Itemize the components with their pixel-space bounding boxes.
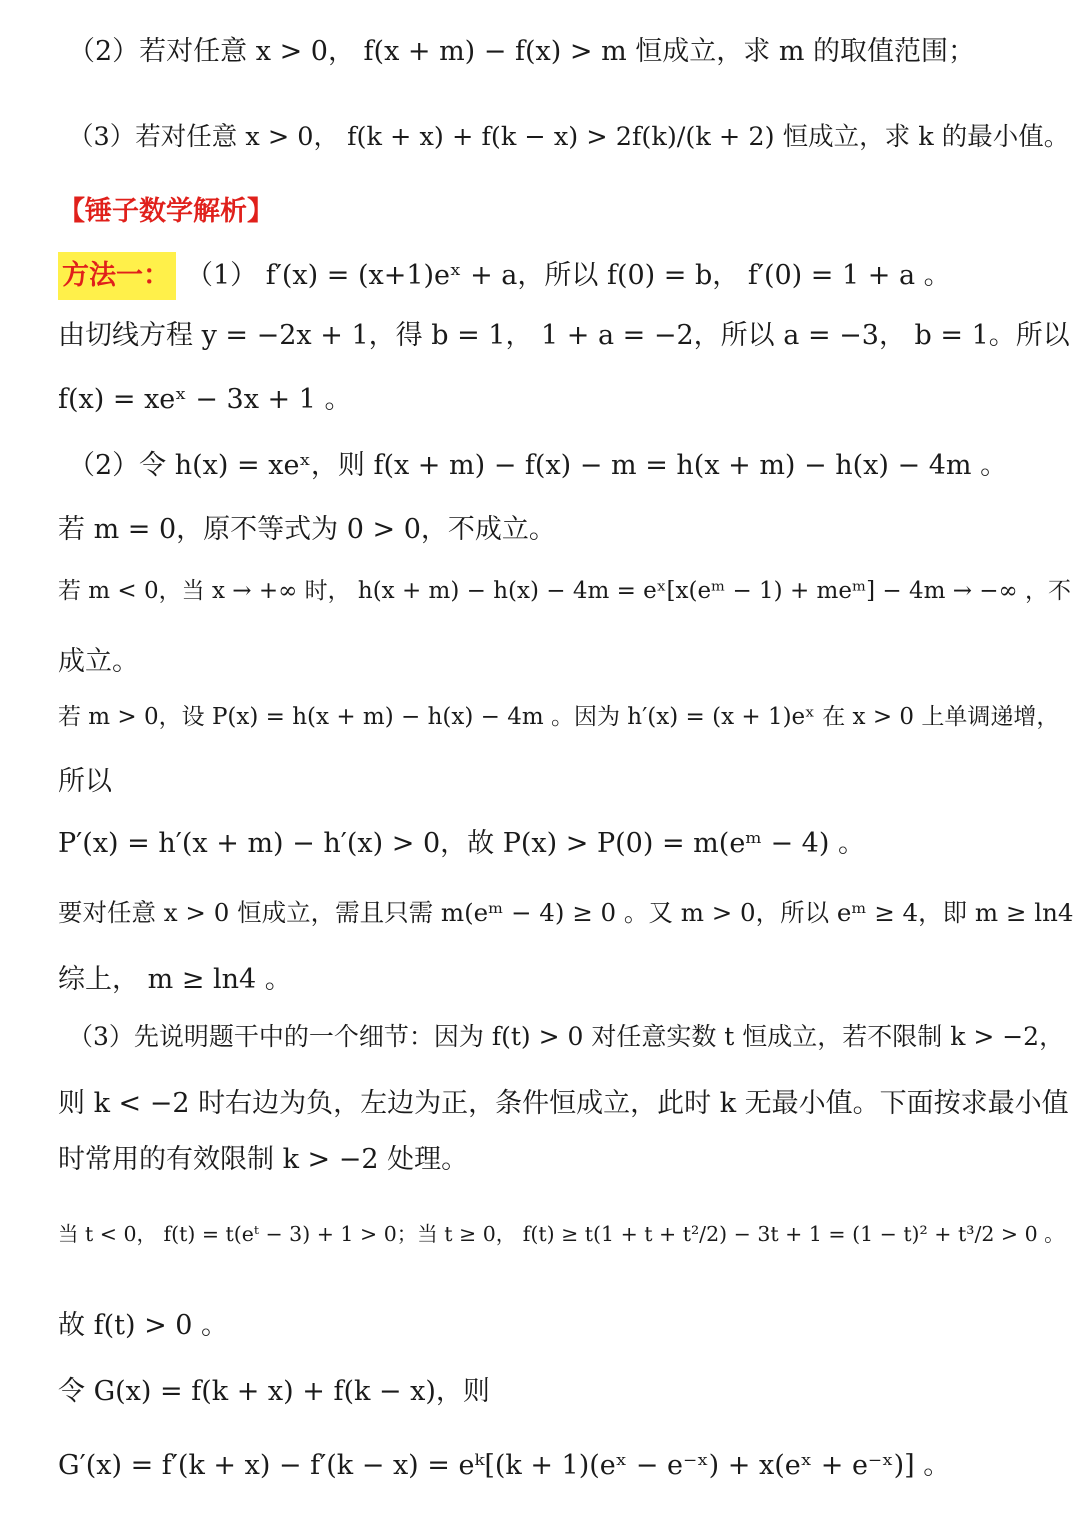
tangent-line-text: 由切线方程 y = −2x + 1，得 b = 1， 1 + a = −2，所以 a = −3， b = 1。所以 — [58, 320, 1070, 351]
analysis-heading: 【锤子数学解析】 — [58, 196, 274, 227]
so-text: 所以 — [58, 766, 112, 797]
part-2-intro: （2）令 h(x) = xeˣ，则 f(x + m) − f(x) − m = h(x + m) − h(x) − 4m 。 — [68, 450, 1008, 481]
case-m-positive: 若 m > 0，设 P(x) = h(x + m) − h(x) − 4m 。因为 h′(x) = (x + 1)eˣ 在 x > 0 上单调递增， — [58, 704, 1060, 730]
function-expression: f(x) = xeˣ − 3x + 1 。 — [58, 384, 352, 415]
question-2: （2）若对任意 x > 0， f(x + m) − f(x) > m 恒成立，求 m 的取值范围； — [68, 36, 976, 67]
positivity-proof: 当 t < 0， f(t) = t(eᵗ − 3) + 1 > 0；当 t ≥ 0， f(t) ≥ t(1 + t + t²/2) − 3t + 1 = (1 − t)² + t³/2 > 0 。 — [58, 1222, 1065, 1246]
requirement-text: 要对任意 x > 0 恒成立，需且只需 m(eᵐ − 4) ≥ 0 。又 m > 0，所以 eᵐ ≥ 4，即 m ≥ ln4 — [58, 898, 1074, 927]
case-m-zero: 若 m = 0，原不等式为 0 > 0，不成立。 — [58, 514, 556, 545]
derivative-comparison: P′(x) = h′(x + m) − h′(x) > 0，故 P(x) > P(0) = m(eᵐ − 4) 。 — [58, 828, 865, 859]
question-3: （3）若对任意 x > 0， f(k + x) + f(k − x) > 2f(k)/(k + 2) 恒成立，求 k 的最小值。 — [68, 122, 1070, 152]
part-1-derivative: （1） f′(x) = (x+1)eˣ + a，所以 f(0) = b， f′(0) = 1 + a 。 — [186, 260, 951, 291]
part-2-conclusion: 综上， m ≥ ln4 。 — [58, 964, 292, 995]
case-m-negative: 若 m < 0，当 x → +∞ 时， h(x + m) − h(x) − 4m = eˣ[x(eᵐ − 1) + meᵐ] − 4m → −∞ ，不 — [58, 578, 1072, 604]
case-m-negative-cont: 成立。 — [58, 646, 139, 677]
part-3-detail: （3）先说明题干中的一个细节：因为 f(t) > 0 对任意实数 t 恒成立，若不限制 k > −2， — [68, 1022, 1065, 1051]
g-derivative: G′(x) = f′(k + x) − f′(k − x) = eᵏ[(k + 1)(eˣ − e⁻ˣ) + x(eˣ + e⁻ˣ)] 。 — [58, 1450, 951, 1481]
positivity-conclusion: 故 f(t) > 0 。 — [58, 1310, 229, 1341]
define-g: 令 G(x) = f(k + x) + f(k − x)，则 — [58, 1376, 490, 1407]
method-one-label: 方法一： — [58, 252, 176, 300]
part-3-detail-cont: 则 k < −2 时右边为负，左边为正，条件恒成立，此时 k 无最小值。下面按求最小值 — [58, 1088, 1069, 1119]
part-3-restriction: 时常用的有效限制 k > −2 处理。 — [58, 1144, 469, 1175]
method-one-line — [58, 252, 1074, 300]
